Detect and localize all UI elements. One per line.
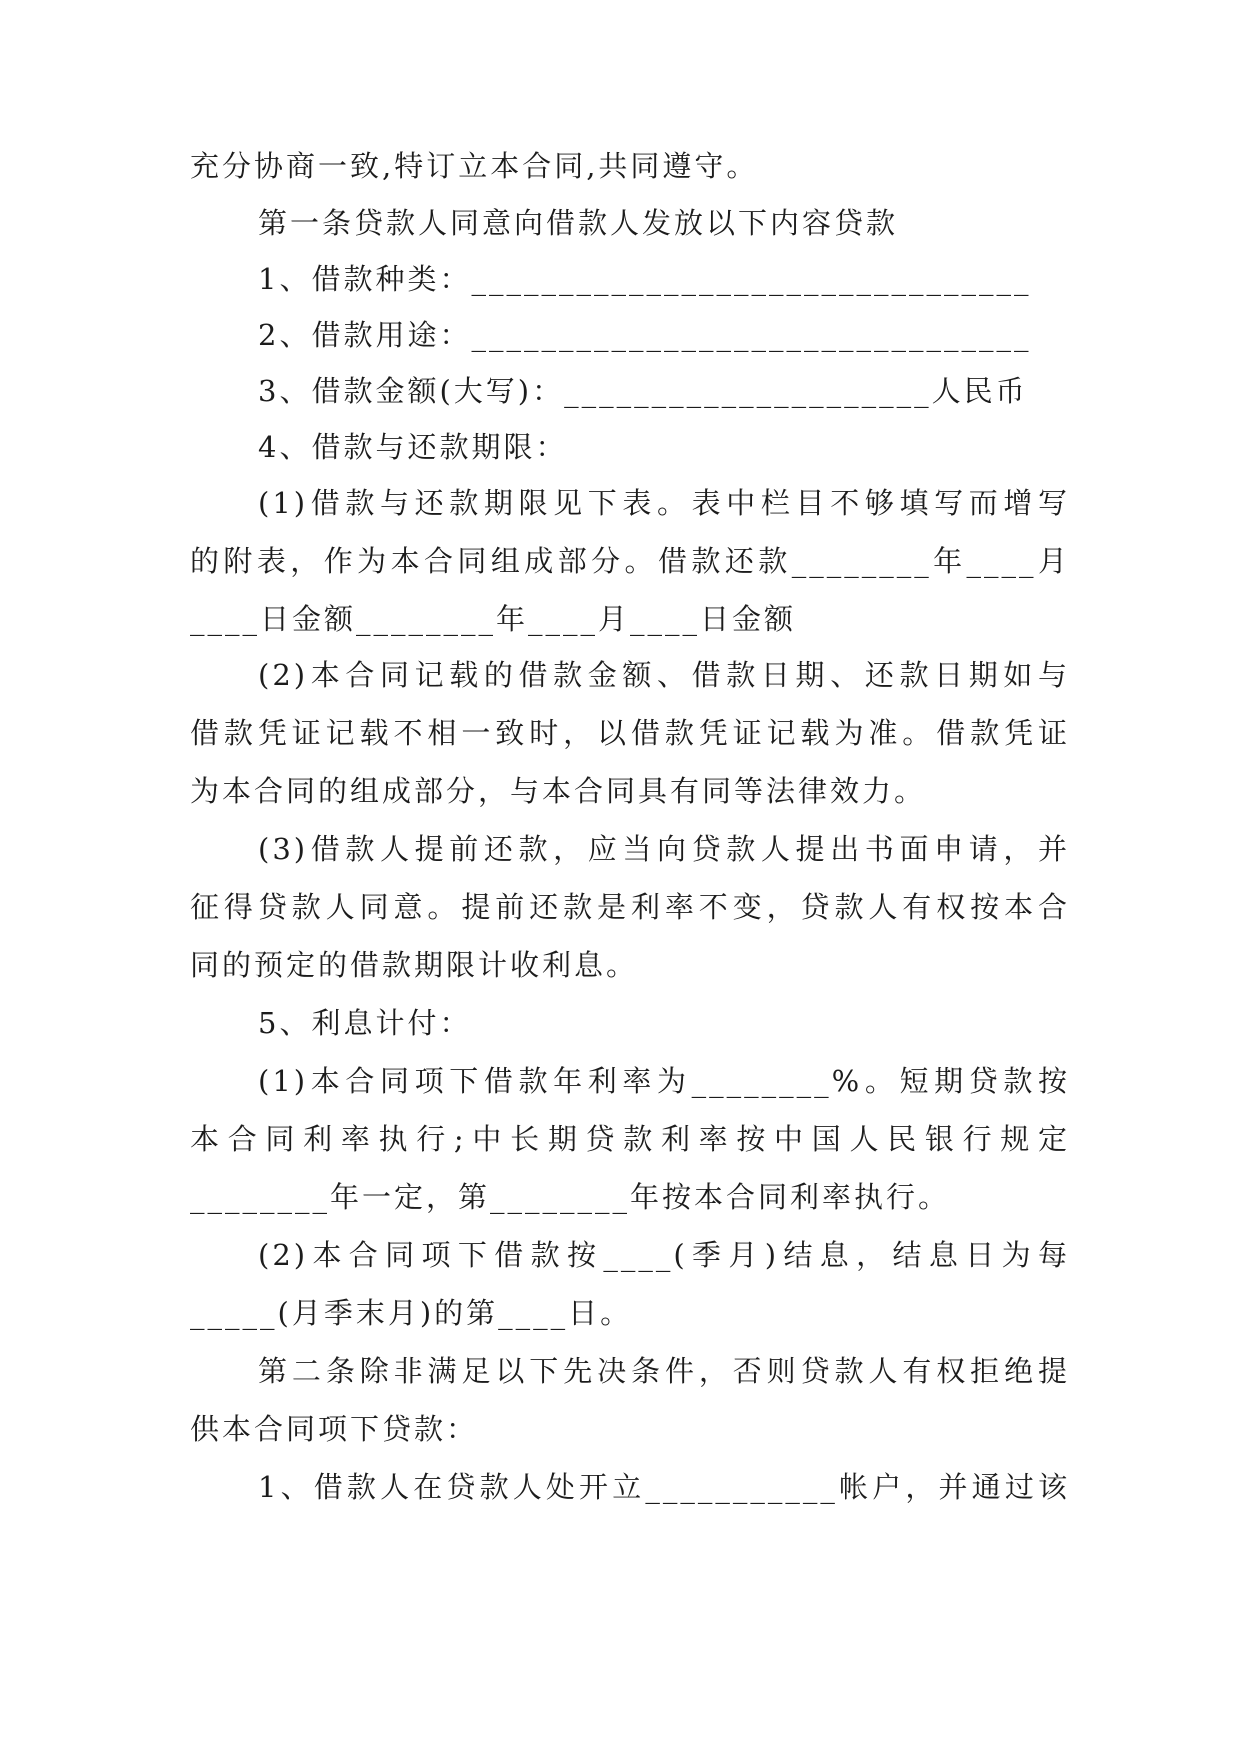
text-line-21: _____(月季末月)的第____日。 xyxy=(190,1296,633,1330)
text-line-9: ____日金额________年____月____日金额 xyxy=(190,602,797,636)
text-line-13: (3)借款人提前还款，应当向贷款人提出书面申请，并 xyxy=(258,832,1070,866)
text-line-24: 1、借款人在贷款人处开立___________帐户，并通过该 xyxy=(258,1470,1070,1504)
text-line-19: ________年一定，第________年按本合同利率执行。 xyxy=(190,1180,951,1214)
text-line-6: 4、借款与还款期限： xyxy=(258,430,568,464)
text-line-20: (2)本合同项下借款按____(季月)结息，结息日为每 xyxy=(258,1238,1070,1272)
text-line-15: 同的预定的借款期限计收利息。 xyxy=(190,948,639,982)
text-line-18: 本合同利率执行;中长期贷款利率按中国人民银行规定 xyxy=(190,1122,1070,1156)
text-line-4: 2、借款用途：________________________________ xyxy=(258,318,1032,352)
text-line-16: 5、利息计付： xyxy=(258,1006,472,1040)
text-line-10: (2)本合同记载的借款金额、借款日期、还款日期如与 xyxy=(258,658,1070,692)
text-line-12: 为本合同的组成部分，与本合同具有同等法律效力。 xyxy=(190,774,927,808)
text-line-2: 第一条贷款人同意向借款人发放以下内容贷款 xyxy=(258,206,899,240)
text-line-1: 充分协商一致,特订立本合同,共同遵守。 xyxy=(190,149,759,183)
text-line-11: 借款凭证记载不相一致时，以借款凭证记载为准。借款凭证 xyxy=(190,716,1070,750)
text-line-7: (1)借款与还款期限见下表。表中栏目不够填写而增写 xyxy=(258,486,1070,520)
text-line-23: 供本合同项下贷款： xyxy=(190,1412,479,1446)
text-line-14: 征得贷款人同意。提前还款是利率不变，贷款人有权按本合 xyxy=(190,890,1070,924)
text-line-17: (1)本合同项下借款年利率为________%。短期贷款按 xyxy=(258,1064,1070,1098)
text-line-5: 3、借款金额(大写)：_____________________人民币 xyxy=(258,374,1028,408)
text-line-22: 第二条除非满足以下先决条件，否则贷款人有权拒绝提 xyxy=(258,1354,1070,1388)
text-line-8: 的附表，作为本合同组成部分。借款还款________年____月 xyxy=(190,544,1070,578)
text-line-3: 1、借款种类：________________________________ xyxy=(258,262,1032,296)
